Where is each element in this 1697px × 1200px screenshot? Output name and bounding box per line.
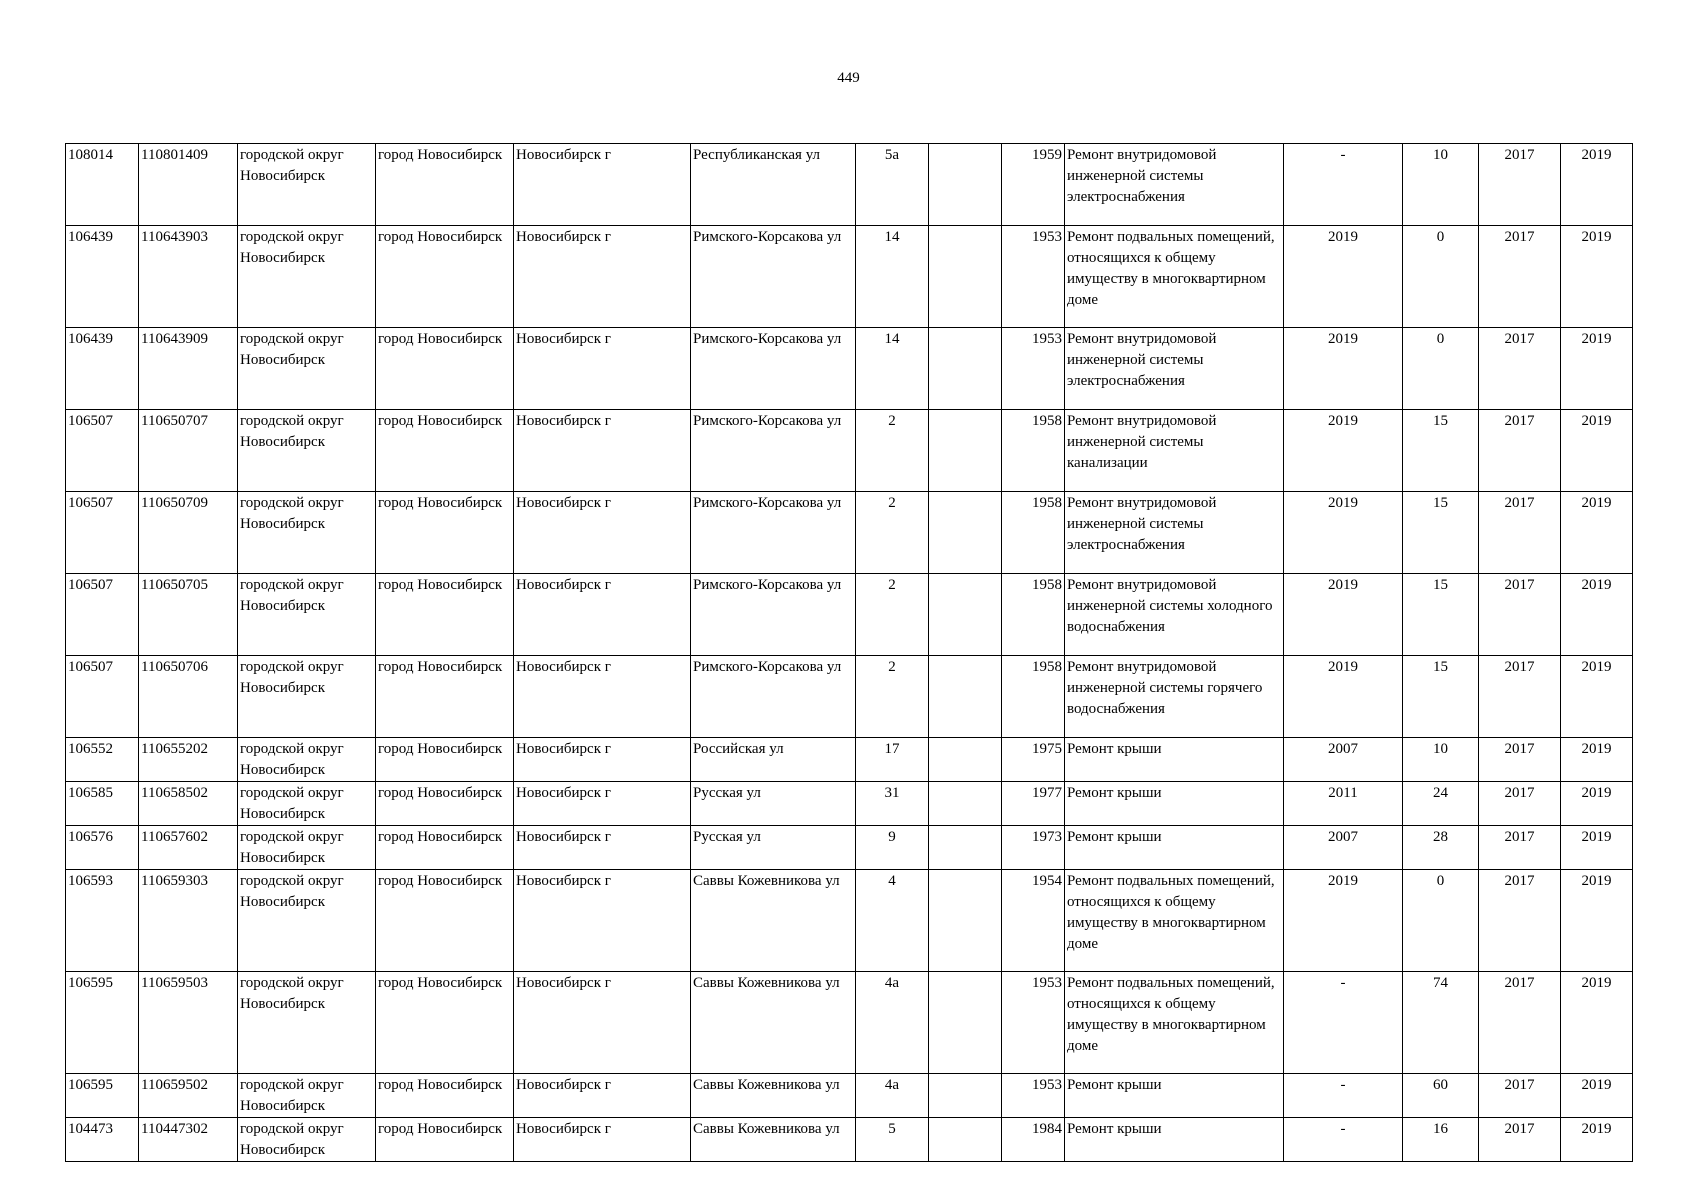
- period-end-cell: 2019: [1561, 972, 1633, 1074]
- work-type-cell: Ремонт крыши: [1065, 1074, 1284, 1118]
- period-end-cell: 2019: [1561, 328, 1633, 410]
- work-id-cell: 110659303: [139, 870, 238, 972]
- year-built-cell: 1958: [1002, 410, 1065, 492]
- last-repair-cell: 2019: [1284, 226, 1403, 328]
- period-end-cell: 2019: [1561, 1118, 1633, 1162]
- last-repair-cell: 2007: [1284, 826, 1403, 870]
- building-cell: [929, 226, 1002, 328]
- building-cell: [929, 328, 1002, 410]
- house-number-cell: 14: [856, 328, 929, 410]
- last-repair-cell: 2011: [1284, 782, 1403, 826]
- settlement-cell: город Новосибирск: [376, 656, 514, 738]
- district-cell: городской округ Новосибирск: [238, 656, 376, 738]
- period-start-cell: 2017: [1479, 870, 1561, 972]
- table-row: [66, 328, 1633, 410]
- settlement-cell: город Новосибирск: [376, 972, 514, 1074]
- street-cell: Римского-Корсакова ул: [691, 410, 856, 492]
- house-id-cell: 106585: [66, 782, 139, 826]
- work-type-cell: Ремонт подвальных помещений, относящихся к общему имуществу в многоквартирном доме: [1065, 226, 1284, 328]
- table-row: [66, 492, 1633, 574]
- work-type-cell: Ремонт внутридомовой инженерной системы холодного водоснабжения: [1065, 574, 1284, 656]
- work-id-cell: 110801409: [139, 144, 238, 226]
- period-end-cell: 2019: [1561, 870, 1633, 972]
- street-cell: Русская ул: [691, 782, 856, 826]
- house-id-cell: 106576: [66, 826, 139, 870]
- wear-cell: 15: [1403, 492, 1479, 574]
- wear-cell: 15: [1403, 410, 1479, 492]
- settlement-cell: город Новосибирск: [376, 870, 514, 972]
- period-start-cell: 2017: [1479, 328, 1561, 410]
- wear-cell: 74: [1403, 972, 1479, 1074]
- work-type-cell: Ремонт крыши: [1065, 738, 1284, 782]
- street-cell: Римского-Корсакова ул: [691, 492, 856, 574]
- period-start-cell: 2017: [1479, 738, 1561, 782]
- year-built-cell: 1953: [1002, 972, 1065, 1074]
- building-cell: [929, 738, 1002, 782]
- last-repair-cell: 2007: [1284, 738, 1403, 782]
- house-id-cell: 106593: [66, 870, 139, 972]
- locality-cell: Новосибирск г: [514, 492, 691, 574]
- period-end-cell: 2019: [1561, 574, 1633, 656]
- year-built-cell: 1958: [1002, 656, 1065, 738]
- work-type-cell: Ремонт внутридомовой инженерной системы электроснабжения: [1065, 492, 1284, 574]
- house-id-cell: 106595: [66, 1074, 139, 1118]
- house-number-cell: 9: [856, 826, 929, 870]
- period-start-cell: 2017: [1479, 226, 1561, 328]
- period-start-cell: 2017: [1479, 656, 1561, 738]
- work-type-cell: Ремонт крыши: [1065, 782, 1284, 826]
- period-end-cell: 2019: [1561, 738, 1633, 782]
- street-cell: Саввы Кожевникова ул: [691, 1118, 856, 1162]
- table-body: [66, 144, 1633, 1162]
- house-number-cell: 2: [856, 410, 929, 492]
- settlement-cell: город Новосибирск: [376, 144, 514, 226]
- year-built-cell: 1953: [1002, 1074, 1065, 1118]
- wear-cell: 60: [1403, 1074, 1479, 1118]
- period-start-cell: 2017: [1479, 492, 1561, 574]
- building-cell: [929, 972, 1002, 1074]
- wear-cell: 0: [1403, 328, 1479, 410]
- work-id-cell: 110643909: [139, 328, 238, 410]
- year-built-cell: 1953: [1002, 328, 1065, 410]
- locality-cell: Новосибирск г: [514, 826, 691, 870]
- last-repair-cell: 2019: [1284, 656, 1403, 738]
- street-cell: Русская ул: [691, 826, 856, 870]
- house-id-cell: 106439: [66, 226, 139, 328]
- last-repair-cell: 2019: [1284, 574, 1403, 656]
- table-row: [66, 226, 1633, 328]
- building-cell: [929, 574, 1002, 656]
- building-cell: [929, 144, 1002, 226]
- house-number-cell: 4: [856, 870, 929, 972]
- settlement-cell: город Новосибирск: [376, 226, 514, 328]
- wear-cell: 24: [1403, 782, 1479, 826]
- locality-cell: Новосибирск г: [514, 574, 691, 656]
- house-id-cell: 106507: [66, 656, 139, 738]
- building-cell: [929, 782, 1002, 826]
- table-row: [66, 144, 1633, 226]
- building-cell: [929, 1074, 1002, 1118]
- street-cell: Российская ул: [691, 738, 856, 782]
- page-number: 449: [837, 70, 860, 86]
- last-repair-cell: -: [1284, 144, 1403, 226]
- year-built-cell: 1973: [1002, 826, 1065, 870]
- table-row: [66, 1118, 1633, 1162]
- district-cell: городской округ Новосибирск: [238, 782, 376, 826]
- settlement-cell: город Новосибирск: [376, 826, 514, 870]
- settlement-cell: город Новосибирск: [376, 492, 514, 574]
- wear-cell: 10: [1403, 738, 1479, 782]
- work-type-cell: Ремонт крыши: [1065, 1118, 1284, 1162]
- locality-cell: Новосибирск г: [514, 972, 691, 1074]
- locality-cell: Новосибирск г: [514, 1074, 691, 1118]
- period-start-cell: 2017: [1479, 826, 1561, 870]
- period-end-cell: 2019: [1561, 1074, 1633, 1118]
- work-type-cell: Ремонт внутридомовой инженерной системы канализации: [1065, 410, 1284, 492]
- locality-cell: Новосибирск г: [514, 870, 691, 972]
- locality-cell: Новосибирск г: [514, 656, 691, 738]
- last-repair-cell: 2019: [1284, 492, 1403, 574]
- period-start-cell: 2017: [1479, 410, 1561, 492]
- house-number-cell: 5: [856, 1118, 929, 1162]
- district-cell: городской округ Новосибирск: [238, 972, 376, 1074]
- year-built-cell: 1959: [1002, 144, 1065, 226]
- work-type-cell: Ремонт внутридомовой инженерной системы электроснабжения: [1065, 328, 1284, 410]
- year-built-cell: 1958: [1002, 574, 1065, 656]
- street-cell: Римского-Корсакова ул: [691, 226, 856, 328]
- period-start-cell: 2017: [1479, 144, 1561, 226]
- building-cell: [929, 1118, 1002, 1162]
- period-end-cell: 2019: [1561, 656, 1633, 738]
- settlement-cell: город Новосибирск: [376, 328, 514, 410]
- building-cell: [929, 870, 1002, 972]
- house-id-cell: 106507: [66, 574, 139, 656]
- last-repair-cell: -: [1284, 972, 1403, 1074]
- last-repair-cell: -: [1284, 1074, 1403, 1118]
- district-cell: городской округ Новосибирск: [238, 410, 376, 492]
- wear-cell: 15: [1403, 656, 1479, 738]
- period-end-cell: 2019: [1561, 226, 1633, 328]
- house-id-cell: 106507: [66, 492, 139, 574]
- settlement-cell: город Новосибирск: [376, 574, 514, 656]
- district-cell: городской округ Новосибирск: [238, 738, 376, 782]
- table-row: [66, 656, 1633, 738]
- house-number-cell: 17: [856, 738, 929, 782]
- year-built-cell: 1984: [1002, 1118, 1065, 1162]
- district-cell: городской округ Новосибирск: [238, 144, 376, 226]
- street-cell: Саввы Кожевникова ул: [691, 870, 856, 972]
- table-row: [66, 972, 1633, 1074]
- wear-cell: 28: [1403, 826, 1479, 870]
- house-id-cell: 104473: [66, 1118, 139, 1162]
- table-row: [66, 782, 1633, 826]
- year-built-cell: 1977: [1002, 782, 1065, 826]
- wear-cell: 16: [1403, 1118, 1479, 1162]
- last-repair-cell: 2019: [1284, 410, 1403, 492]
- district-cell: городской округ Новосибирск: [238, 328, 376, 410]
- table-row: [66, 410, 1633, 492]
- settlement-cell: город Новосибирск: [376, 1074, 514, 1118]
- repair-registry-table: [65, 143, 1633, 1162]
- work-id-cell: 110659502: [139, 1074, 238, 1118]
- building-cell: [929, 410, 1002, 492]
- street-cell: Саввы Кожевникова ул: [691, 1074, 856, 1118]
- settlement-cell: город Новосибирск: [376, 782, 514, 826]
- last-repair-cell: 2019: [1284, 328, 1403, 410]
- house-number-cell: 5а: [856, 144, 929, 226]
- district-cell: городской округ Новосибирск: [238, 574, 376, 656]
- period-end-cell: 2019: [1561, 410, 1633, 492]
- period-start-cell: 2017: [1479, 972, 1561, 1074]
- street-cell: Римского-Корсакова ул: [691, 328, 856, 410]
- work-id-cell: 110657602: [139, 826, 238, 870]
- work-type-cell: Ремонт подвальных помещений, относящихся к общему имуществу в многоквартирном доме: [1065, 870, 1284, 972]
- house-number-cell: 14: [856, 226, 929, 328]
- year-built-cell: 1975: [1002, 738, 1065, 782]
- street-cell: Саввы Кожевникова ул: [691, 972, 856, 1074]
- table-row: [66, 870, 1633, 972]
- work-type-cell: Ремонт внутридомовой инженерной системы горячего водоснабжения: [1065, 656, 1284, 738]
- house-id-cell: 106552: [66, 738, 139, 782]
- house-number-cell: 4а: [856, 1074, 929, 1118]
- building-cell: [929, 656, 1002, 738]
- last-repair-cell: -: [1284, 1118, 1403, 1162]
- work-id-cell: 110643903: [139, 226, 238, 328]
- house-id-cell: 106595: [66, 972, 139, 1074]
- locality-cell: Новосибирск г: [514, 144, 691, 226]
- table-row: [66, 826, 1633, 870]
- table-row: [66, 1074, 1633, 1118]
- period-end-cell: 2019: [1561, 144, 1633, 226]
- locality-cell: Новосибирск г: [514, 1118, 691, 1162]
- building-cell: [929, 492, 1002, 574]
- building-cell: [929, 826, 1002, 870]
- year-built-cell: 1954: [1002, 870, 1065, 972]
- work-id-cell: 110650709: [139, 492, 238, 574]
- work-id-cell: 110650705: [139, 574, 238, 656]
- street-cell: Республиканская ул: [691, 144, 856, 226]
- district-cell: городской округ Новосибирск: [238, 826, 376, 870]
- work-id-cell: 110650706: [139, 656, 238, 738]
- house-number-cell: 4а: [856, 972, 929, 1074]
- work-id-cell: 110655202: [139, 738, 238, 782]
- locality-cell: Новосибирск г: [514, 328, 691, 410]
- period-start-cell: 2017: [1479, 1074, 1561, 1118]
- work-type-cell: Ремонт крыши: [1065, 826, 1284, 870]
- district-cell: городской округ Новосибирск: [238, 492, 376, 574]
- period-start-cell: 2017: [1479, 574, 1561, 656]
- work-id-cell: 110659503: [139, 972, 238, 1074]
- district-cell: городской округ Новосибирск: [238, 870, 376, 972]
- house-id-cell: 106439: [66, 328, 139, 410]
- work-type-cell: Ремонт внутридомовой инженерной системы электроснабжения: [1065, 144, 1284, 226]
- wear-cell: 0: [1403, 870, 1479, 972]
- house-number-cell: 2: [856, 574, 929, 656]
- period-start-cell: 2017: [1479, 782, 1561, 826]
- district-cell: городской округ Новосибирск: [238, 226, 376, 328]
- work-id-cell: 110650707: [139, 410, 238, 492]
- table-row: [66, 574, 1633, 656]
- house-id-cell: 108014: [66, 144, 139, 226]
- locality-cell: Новосибирск г: [514, 226, 691, 328]
- settlement-cell: город Новосибирск: [376, 410, 514, 492]
- house-number-cell: 2: [856, 656, 929, 738]
- settlement-cell: город Новосибирск: [376, 1118, 514, 1162]
- period-start-cell: 2017: [1479, 1118, 1561, 1162]
- street-cell: Римского-Корсакова ул: [691, 656, 856, 738]
- street-cell: Римского-Корсакова ул: [691, 574, 856, 656]
- year-built-cell: 1953: [1002, 226, 1065, 328]
- wear-cell: 10: [1403, 144, 1479, 226]
- house-id-cell: 106507: [66, 410, 139, 492]
- house-number-cell: 2: [856, 492, 929, 574]
- district-cell: городской округ Новосибирск: [238, 1118, 376, 1162]
- work-id-cell: 110447302: [139, 1118, 238, 1162]
- locality-cell: Новосибирск г: [514, 738, 691, 782]
- settlement-cell: город Новосибирск: [376, 738, 514, 782]
- work-type-cell: Ремонт подвальных помещений, относящихся к общему имуществу в многоквартирном доме: [1065, 972, 1284, 1074]
- period-end-cell: 2019: [1561, 782, 1633, 826]
- locality-cell: Новосибирск г: [514, 782, 691, 826]
- table-row: [66, 738, 1633, 782]
- district-cell: городской округ Новосибирск: [238, 1074, 376, 1118]
- house-number-cell: 31: [856, 782, 929, 826]
- last-repair-cell: 2019: [1284, 870, 1403, 972]
- year-built-cell: 1958: [1002, 492, 1065, 574]
- wear-cell: 0: [1403, 226, 1479, 328]
- period-end-cell: 2019: [1561, 826, 1633, 870]
- period-end-cell: 2019: [1561, 492, 1633, 574]
- work-id-cell: 110658502: [139, 782, 238, 826]
- wear-cell: 15: [1403, 574, 1479, 656]
- locality-cell: Новосибирск г: [514, 410, 691, 492]
